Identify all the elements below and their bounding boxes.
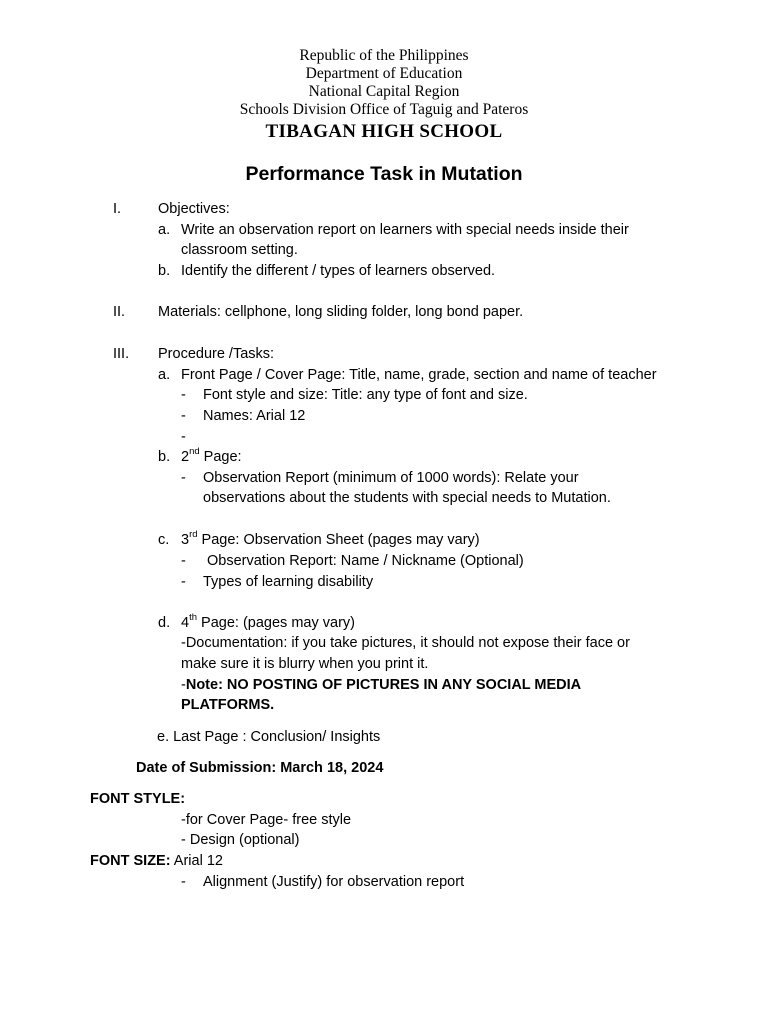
procedure-c-heading bbox=[181, 530, 480, 550]
dash-bullet: - bbox=[181, 874, 186, 890]
dash-bullet: - bbox=[181, 553, 186, 569]
header-region: National Capital Region bbox=[308, 83, 460, 100]
objective-a-line1: Write an observation report on learners with special needs inside their bbox=[181, 222, 629, 238]
procedure-d-note-line1 bbox=[181, 675, 581, 695]
procedure-b-sub1-line2: observations about the students with special needs to Mutation. bbox=[203, 490, 611, 506]
font-style-line1: -for Cover Page- free style bbox=[181, 812, 352, 828]
header-division: Schools Division Office of Taguig and Pateros bbox=[239, 101, 529, 118]
header-republic: Republic of the Philippines bbox=[299, 47, 469, 64]
font-size-label: FONT SIZE: bbox=[90, 853, 171, 869]
page-label: Page: (pages may vary) bbox=[197, 615, 355, 631]
procedure-a-sub1: Font style and size: Title: any type of font and size. bbox=[203, 387, 528, 403]
procedure-d-heading bbox=[181, 613, 355, 633]
section-number-procedure: III. bbox=[113, 346, 130, 362]
ordinal-suffix: rd bbox=[189, 529, 198, 541]
ordinal-number: 4 bbox=[181, 615, 190, 631]
procedure-heading: Procedure /Tasks: bbox=[158, 346, 275, 362]
page-label: Page: bbox=[199, 449, 242, 465]
ordinal-suffix: nd bbox=[189, 446, 200, 458]
procedure-d-marker: d. bbox=[158, 615, 171, 631]
objective-a-marker: a. bbox=[158, 222, 171, 238]
dash-bullet: - bbox=[181, 470, 186, 486]
dash-bullet: - bbox=[181, 574, 186, 590]
dash-bullet: - bbox=[181, 408, 186, 424]
objectives-heading: Objectives: bbox=[158, 201, 230, 217]
objective-b-marker: b. bbox=[158, 263, 171, 279]
ordinal-number: 2 bbox=[181, 449, 190, 465]
procedure-d-line2: -Documentation: if you take pictures, it should not expose their face or bbox=[181, 635, 630, 651]
page-label: Page: Observation Sheet (pages may vary) bbox=[197, 532, 480, 548]
font-size-sub1: Alignment (Justify) for observation report bbox=[203, 874, 465, 890]
procedure-d-line3: make sure it is blurry when you print it. bbox=[181, 656, 429, 672]
procedure-b-heading bbox=[181, 447, 242, 467]
ordinal-suffix: th bbox=[189, 612, 198, 624]
submission-date: Date of Submission: March 18, 2024 bbox=[136, 760, 384, 776]
section-number-objectives: I. bbox=[113, 201, 122, 217]
font-style-line2: - Design (optional) bbox=[181, 832, 300, 848]
procedure-a-sub2: Names: Arial 12 bbox=[203, 408, 306, 424]
procedure-c-marker: c. bbox=[158, 532, 170, 548]
materials-text: Materials: cellphone, long sliding folder, long bond paper. bbox=[158, 304, 524, 320]
objective-b-text: Identify the different / types of learners observed. bbox=[181, 263, 496, 279]
procedure-a-marker: a. bbox=[158, 367, 171, 383]
note-text: Note: NO POSTING OF PICTURES IN ANY SOCIAL MEDIA bbox=[185, 677, 582, 693]
objective-a-line2: classroom setting. bbox=[181, 242, 298, 258]
ordinal-number: 3 bbox=[181, 532, 190, 548]
note-dash: - bbox=[181, 677, 186, 693]
procedure-b-sub1-line1: Observation Report (minimum of 1000 words): Relate your bbox=[203, 470, 579, 486]
procedure-e-text: e. Last Page : Conclusion/ Insights bbox=[157, 729, 381, 745]
school-name: TIBAGAN HIGH SCHOOL bbox=[265, 121, 503, 142]
procedure-c-sub1: Observation Report: Name / Nickname (Optional) bbox=[207, 553, 524, 569]
dash-bullet: - bbox=[181, 429, 186, 445]
section-number-materials: II. bbox=[113, 304, 126, 320]
dash-bullet: - bbox=[181, 387, 186, 403]
procedure-b-marker: b. bbox=[158, 449, 171, 465]
procedure-d-note-line2: PLATFORMS. bbox=[181, 697, 275, 713]
font-size-row bbox=[90, 851, 223, 871]
document-title: Performance Task in Mutation bbox=[245, 163, 523, 185]
procedure-c-sub2: Types of learning disability bbox=[203, 574, 374, 590]
font-style-label: FONT STYLE: bbox=[90, 791, 186, 807]
font-size-value: Arial 12 bbox=[170, 853, 223, 869]
header-deped: Department of Education bbox=[305, 65, 463, 82]
procedure-a-text: Front Page / Cover Page: Title, name, grade, section and name of teacher bbox=[181, 367, 657, 383]
